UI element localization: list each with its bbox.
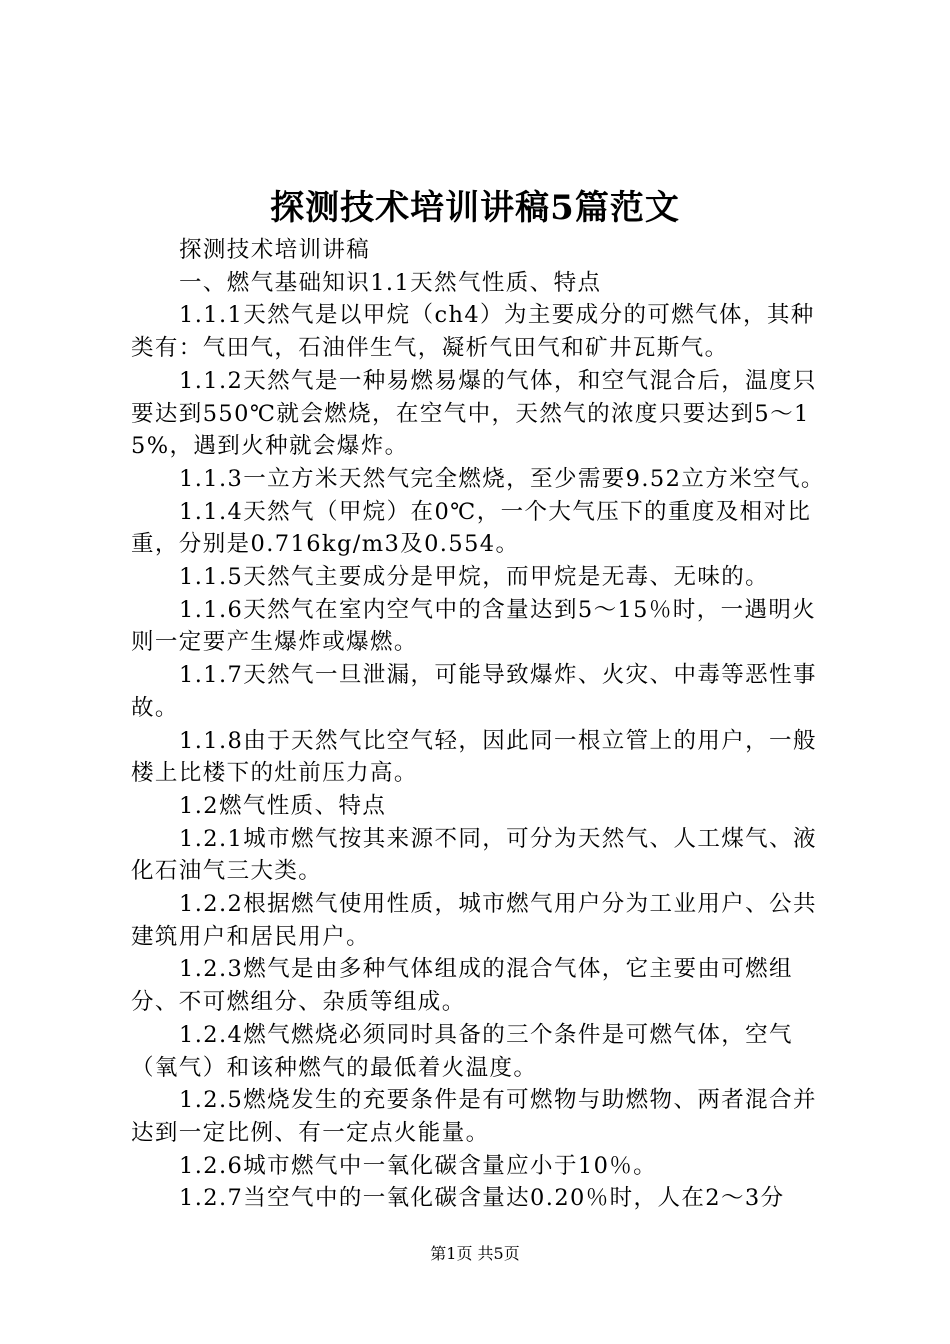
paragraph: 1.2.4燃气燃烧必须同时具备的三个条件是可燃气体，空气（氧气）和该种燃气的最低着火温度。 xyxy=(131,1021,793,1081)
paragraph: 1.1.1天然气是以甲烷（ch4）为主要成分的可燃气体，其种类有：气田气，石油伴生气，凝析气田气和矿井瓦斯气。 xyxy=(131,302,815,362)
paragraph: 1.1.3一立方米天然气完全燃烧，至少需要9.52立方米空气。 xyxy=(179,465,825,492)
paragraph: 1.1.8由于天然气比空气轻，因此同一根立管上的用户，一般楼上比楼下的灶前压力高。 xyxy=(131,727,817,787)
paragraph: 1.2燃气性质、特点 xyxy=(179,792,387,819)
page-footer: 第1页 共5页 xyxy=(430,1244,520,1263)
paragraph: 1.1.5天然气主要成分是甲烷，而甲烷是无毒、无味的。 xyxy=(179,564,770,591)
paragraph: 1.2.2根据燃气使用性质，城市燃气用户分为工业用户、公共建筑用户和居民用户。 xyxy=(131,891,817,950)
paragraph: 1.2.6城市燃气中一氧化碳含量应小于10％。 xyxy=(179,1152,658,1179)
document-body xyxy=(131,234,831,1215)
paragraph: 探测技术培训讲稿 xyxy=(179,237,371,263)
paragraph: 1.1.6天然气在室内空气中的含量达到5～15％时，一遇明火则一定要产生爆炸或爆燃。 xyxy=(131,596,817,656)
paragraph: 1.2.5燃烧发生的充要条件是有可燃物与助燃物、两者混合并达到一定比例、有一定点火能量。 xyxy=(131,1087,817,1146)
document-title: 探测技术培训讲稿5篇范文 xyxy=(270,188,680,228)
paragraph: 一、燃气基础知识1.1天然气性质、特点 xyxy=(179,269,602,296)
paragraph: 1.1.7天然气一旦泄漏，可能导致爆炸、火灾、中毒等恶性事故。 xyxy=(131,662,817,721)
paragraph: 1.1.2天然气是一种易燃易爆的气体，和空气混合后，温度只要达到550℃就会燃烧，在空气中，天然气的浓度只要达到5～15%，遇到火种就会爆炸。 xyxy=(131,367,817,460)
paragraph: 1.2.3燃气是由多种气体组成的混合气体，它主要由可燃组分、不可燃组分、杂质等组成。 xyxy=(131,956,793,1016)
paragraph: 1.1.4天然气（甲烷）在0℃，一个大气压下的重度及相对比重，分别是0.716kg/m3及0.554。 xyxy=(131,498,812,558)
paragraph: 1.2.7当空气中的一氧化碳含量达0.20％时，人在2～3分 xyxy=(179,1185,785,1212)
paragraph: 1.2.1城市燃气按其来源不同，可分为天然气、人工煤气、液化石油气三大类。 xyxy=(131,825,817,885)
